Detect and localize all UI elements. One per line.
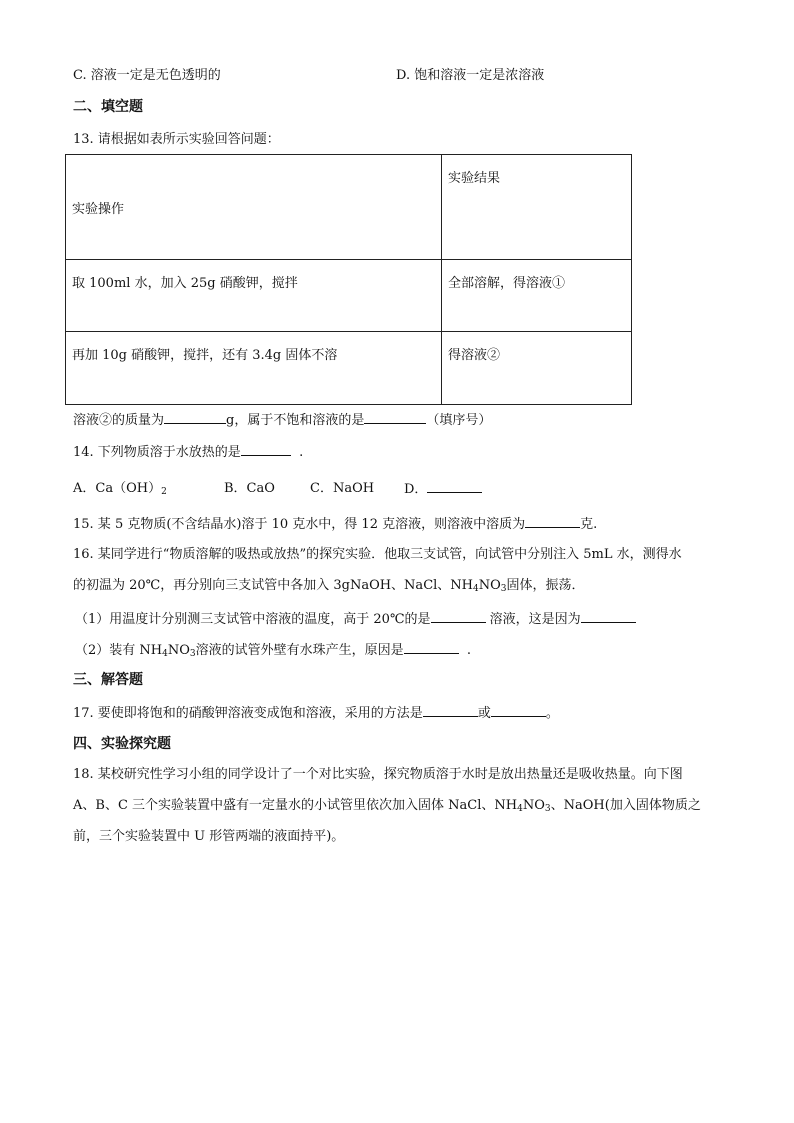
table-cell	[442, 260, 632, 332]
q16-line2-text-c: 固体，振荡．	[506, 578, 585, 593]
answer-blank[interactable]	[404, 641, 459, 654]
table-row	[66, 260, 632, 332]
q17-line	[73, 704, 559, 723]
answer-blank[interactable]	[581, 610, 636, 623]
q14-prompt: 14. 下列物质溶于水放热的是	[73, 445, 241, 460]
table-cell	[442, 332, 632, 405]
q14-prompt-line	[73, 443, 303, 462]
q17-text-a: 17. 要使即将饱和的硝酸钾溶液变成饱和溶液，采用的方法是	[73, 706, 423, 721]
q16-part2-text-c: 溶液的试管外壁有水珠产生，原因是	[195, 643, 404, 658]
subscript: 4	[473, 584, 479, 594]
answer-blank[interactable]	[491, 704, 546, 717]
q15-end: 克.	[580, 517, 598, 532]
q18-line2	[73, 797, 701, 818]
q12-option-c: C. 溶液一定是无色透明的	[73, 68, 221, 83]
q14-option-a-text: A．Ca（OH）	[73, 481, 162, 496]
table-header-result	[442, 155, 632, 260]
table-header-row	[66, 155, 632, 260]
q16-part2-end: .	[466, 643, 472, 658]
q16-part1-text-b: 溶液，这是因为	[489, 612, 581, 627]
cell-text: 全部溶解，得溶液①	[448, 276, 566, 291]
q14-end: .	[299, 445, 304, 460]
q18-line3: 前，三个实验装置中 U 形管两端的液面持平)。	[73, 829, 345, 844]
table-cell	[66, 332, 442, 405]
subscript: 3	[544, 804, 551, 814]
q17-text-b: 或	[477, 706, 491, 721]
q16-line1: 16. 某同学进行“物质溶解的吸热或放热”的探究实验．他取三支试管，向试管中分别注入 5mL 水，测得水	[73, 547, 682, 562]
q15-line	[73, 515, 597, 534]
cell-text: 再加 10g 硝酸钾，搅拌，还有 3.4g 固体不溶	[72, 348, 338, 363]
subscript: 3	[500, 584, 507, 594]
q16-part1-text-a: （1）用温度计分别测三支试管中溶液的温度，高于 20℃的是	[75, 612, 431, 627]
section-heading-fill-in: 二、填空题	[73, 99, 143, 115]
q12-option-d: D. 饱和溶液一定是浓溶液	[396, 68, 545, 83]
q13-fill-text-b: g，属于不饱和溶液的是	[226, 413, 365, 428]
q18-line1: 18. 某校研究性学习小组的同学设计了一个对比实验，探究物质溶于水时是放出热量还是吸收热量。向下图	[73, 767, 683, 782]
q18-line2-text-a: A、B、C 三个实验装置中盛有一定量水的小试管里依次加入固体 NaCl、NH	[73, 798, 518, 813]
q14-option-a	[73, 481, 167, 496]
q16-line2	[73, 577, 585, 598]
q14-option-d	[404, 480, 482, 499]
answer-blank[interactable]	[525, 515, 580, 528]
q14-options	[73, 480, 167, 501]
q13-fill-text-c: （填序号）	[426, 413, 492, 428]
q14-option-d-text: D．	[404, 482, 428, 497]
q16-part2-text-a: （2）装有 NH	[75, 643, 163, 658]
q15-text: 15. 某 5 克物质(不含结晶水)溶于 10 克水中，得 12 克溶液，则溶液中溶质为	[73, 517, 526, 532]
answer-blank[interactable]	[164, 411, 226, 424]
header-operation-label: 实验操作	[72, 201, 125, 217]
q13-fill-text-a: 溶液②的质量为	[73, 413, 165, 428]
subscript: 4	[517, 804, 523, 814]
answer-blank[interactable]	[364, 411, 426, 424]
q16-part1	[75, 610, 636, 629]
cell-text: 得溶液②	[448, 348, 501, 363]
answer-blank[interactable]	[241, 443, 291, 456]
experiment-table	[65, 154, 632, 405]
q16-line2-text-a: 的初温为 20℃，再分别向三支试管中各加入 3gNaOH、NaCl、NH	[73, 578, 474, 593]
q17-text-c: 。	[545, 706, 559, 721]
section-heading-answer: 三、解答题	[73, 672, 143, 688]
q13-prompt: 13. 请根据如表所示实验回答问题：	[73, 132, 280, 147]
table-row	[66, 332, 632, 405]
subscript: 4	[162, 649, 168, 659]
q16-part2-text-b: NO	[167, 643, 190, 658]
answer-blank[interactable]	[423, 704, 478, 717]
q16-part2	[75, 641, 471, 663]
q18-line2-text-b: NO	[522, 798, 545, 813]
table-header-operation	[66, 155, 442, 260]
table-cell	[66, 260, 442, 332]
header-result-label: 实验结果	[448, 171, 501, 186]
answer-blank[interactable]	[431, 610, 486, 623]
q13-fill-line	[73, 411, 491, 430]
subscript: 2	[161, 487, 167, 497]
section-heading-experiment: 四、实验探究题	[73, 736, 171, 752]
cell-text: 取 100ml 水，加入 25g 硝酸钾，搅拌	[72, 276, 298, 291]
q14-option-c: C．NaOH	[310, 481, 375, 496]
q18-line2-text-c: 、NaOH(加入固体物质之	[550, 798, 701, 813]
answer-blank[interactable]	[427, 480, 482, 493]
q16-line2-text-b: NO	[478, 578, 501, 593]
q14-option-b: B．CaO	[224, 481, 275, 496]
subscript: 3	[189, 649, 196, 659]
